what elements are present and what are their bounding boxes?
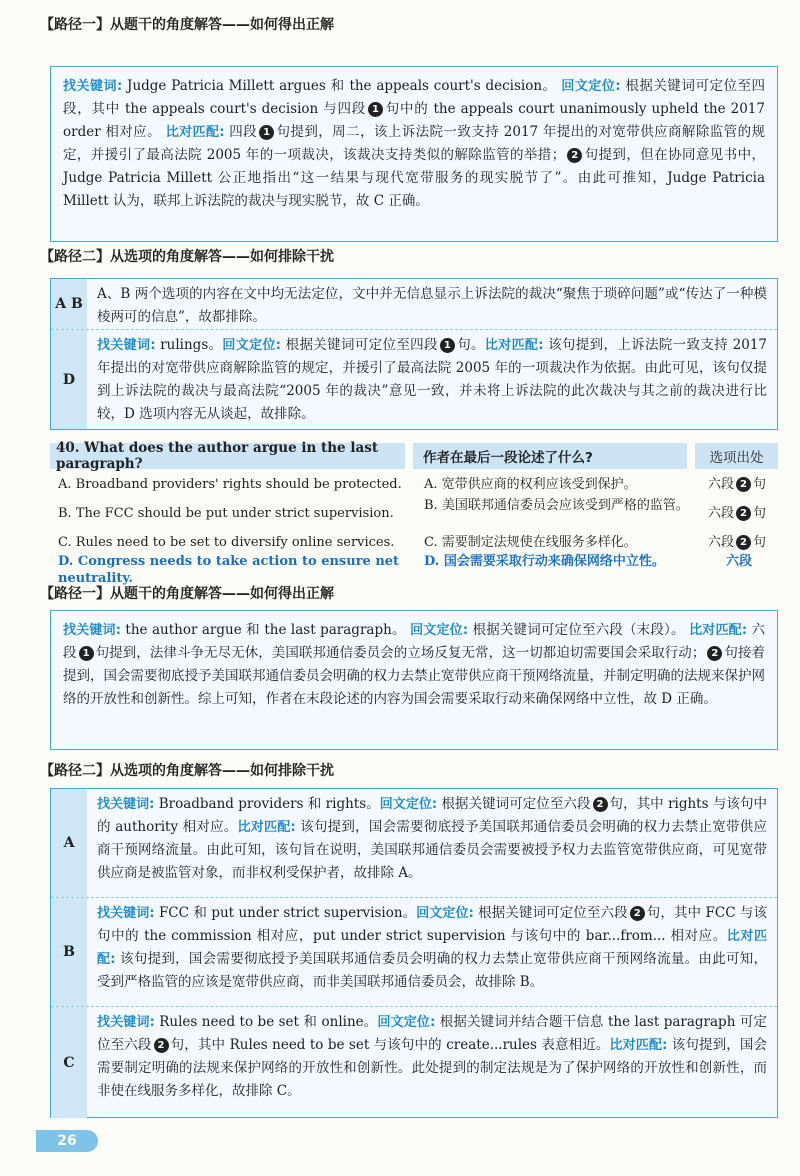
text: 句接着提到，国会需要彻底授予美国联邦通信委员会明确的权力去禁止宽带供应商干预网络流量，并制定明确的法规来保护网络的开放性和创新性。综上可知，作者在末段论述的内容为国会需要采取行动来确保网络中立性，故 D 正确。 [63, 645, 766, 707]
sentence-number-badge: 2 [736, 506, 751, 521]
sentence-number-badge: 1 [440, 338, 455, 353]
source-text: 句 [753, 535, 767, 550]
text: 句提到，法律斗争无尽无休，美国联邦通信委员会的立场反复无常，这一切都迫切需要国会采取行动； [95, 645, 706, 661]
match-label: 比对匹配: [165, 125, 225, 140]
text: 句提到，但在协同意见书中，Judge Patricia Millett 公正地指出“这一结果与现代宽带服务的现实脱节了”。由此可推知，Judge Patricia Millett 认为，联邦上诉法院的裁决与现实脱节，故 C 正确。 [63, 147, 765, 209]
option-d-en-correct: D. Congress needs to take action to ensure net neutrality. [58, 554, 400, 586]
option-d-cn-correct: D. 国会需要采取行动来确保网络中立性。 [424, 554, 665, 569]
match-label: 比对匹配: [237, 820, 296, 835]
path1-answer-box [50, 66, 778, 242]
text: 句，其中 Rules need to be set 与该句中的 create...rules 表意相近。 [170, 1037, 610, 1053]
option-a-cn: A. 宽带供应商的权利应该受到保护。 [424, 477, 637, 492]
option-c-source [708, 534, 766, 551]
sentence-number-badge: 2 [707, 646, 722, 661]
option-label-c: C [51, 1007, 87, 1118]
option-row-ab [51, 279, 777, 330]
text: 根据关键词可定位至六段 [437, 796, 591, 812]
text: Broadband providers 和 rights。 [154, 796, 380, 812]
option-a-source [708, 476, 766, 493]
source-text: 六段 [708, 477, 735, 492]
option-label-ab: A B [51, 279, 87, 329]
option-row-d [51, 330, 777, 429]
option-b-analysis [87, 898, 777, 1006]
text: 根据关键词可定位至四段 [280, 337, 438, 353]
text: Rules need to be set 和 online。 [154, 1014, 378, 1030]
sentence-number-badge: 1 [259, 125, 274, 140]
sentence-number-badge: 2 [630, 906, 645, 921]
source-text: 句 [753, 506, 767, 521]
text: 句中的 the appeals court unanimously upheld the 2017 order 相对应。 [63, 101, 765, 140]
locate-label: 回文定位: [416, 906, 474, 921]
text: Judge Patricia Millett argues 和 the appeals court's decision。 [122, 78, 557, 94]
source-text: 句 [753, 477, 767, 492]
option-row-b [51, 898, 777, 1007]
option-label-d: D [51, 330, 87, 429]
sentence-number-badge: 1 [368, 102, 383, 117]
sentence-number-badge: 1 [79, 646, 94, 661]
text: 句。 [456, 337, 485, 353]
option-a-analysis [87, 789, 777, 897]
option-row-c [51, 1007, 777, 1118]
text: 句，其中 rights 与该句中的 authority 相对应。 [97, 796, 768, 835]
sentence-number-badge: 2 [736, 477, 751, 492]
path1-answer-box-q40 [50, 610, 778, 750]
keyword-label: 找关键词: [63, 623, 121, 638]
option-a-en: A. Broadband providers' rights should be protected. [58, 477, 402, 492]
source-text: 六段 [708, 506, 735, 521]
option-b-en: B. The FCC should be put under strict supervision. [58, 506, 394, 521]
path1-header: 【路径一】从题干的角度解答——如何得出正解 [40, 17, 334, 33]
sentence-number-badge: 2 [593, 797, 608, 812]
text: 根据关键词并结合题干信息 the last paragraph 可定位至六段 [97, 1014, 767, 1053]
text: the author argue 和 the last paragraph。 [120, 622, 406, 638]
path2-header-q40: 【路径二】从选项的角度解答——如何排除干扰 [40, 763, 334, 779]
keyword-label: 找关键词: [97, 338, 156, 353]
text: 该句提到，国会需要制定明确的法规来保护网络的开放性和创新性。此处提到的制定法规是为了保护网络的开放性和创新性，而非使在线服务多样化，故排除 C。 [97, 1037, 767, 1099]
sentence-number-badge: 2 [567, 148, 582, 163]
text: rulings。 [155, 337, 223, 353]
option-d-source: 六段 [726, 554, 753, 569]
text: 根据关键词可定位至四段，其中 the appeals court's decision 与四段 [63, 78, 765, 117]
keyword-label: 找关键词: [97, 1015, 155, 1030]
locate-label: 回文定位: [222, 338, 281, 353]
option-d-text [87, 330, 777, 429]
path2-options-box [50, 278, 778, 430]
text: 四段 [224, 124, 258, 140]
text: 根据关键词可定位至六段（末段）。 [468, 622, 685, 638]
text: 句，其中 FCC 与该句中的 the commission 相对应，put under strict supervision 与该句中的 bar...from... 相对应。 [97, 905, 768, 944]
locate-label: 回文定位: [379, 797, 438, 812]
page-number: 26 [36, 1130, 98, 1152]
question-40-cn: 作者在最后一段论述了什么? [413, 443, 687, 469]
text: 该句提到，国会需要彻底授予美国联邦通信委员会明确的权力去禁止宽带供应商干预网络流量。由此可知，受到严格监管的应该是宽带供应商，而非美国联邦通信委员会，故排除 B。 [97, 951, 768, 990]
sentence-number-badge: 2 [154, 1038, 169, 1053]
option-b-cn: B. 美国联邦通信委员会应该受到严格的监管。 [424, 498, 689, 513]
keyword-label: 找关键词: [63, 79, 123, 94]
option-row-a [51, 789, 777, 898]
source-text: 六段 [708, 535, 735, 550]
text: FCC 和 put under strict supervision。 [154, 905, 417, 921]
text: 句提到，周二，该上诉法院一致支持 2017 年提出的对宽带供应商解除监管的规定，并援引了最高法院 2005 年的一项裁决，该裁决支持类似的解除监管的举措； [63, 124, 765, 163]
locate-label: 回文定位: [410, 623, 469, 638]
option-ab-text: A、B 两个选项的内容在文中均无法定位，文中并无信息显示上诉法院的裁决“聚焦于琐碎问题”或“传达了一种模棱两可的信息”，故都排除。 [97, 286, 767, 325]
option-c-en: C. Rules need to be set to diversify online services. [58, 535, 395, 550]
match-label: 比对匹配: [689, 623, 748, 638]
source-header: 选项出处 [695, 443, 778, 469]
question-40-en: 40. What does the author argue in the last paragraph? [50, 443, 405, 469]
path2-header: 【路径二】从选项的角度解答——如何排除干扰 [40, 249, 334, 265]
locate-label: 回文定位: [377, 1015, 436, 1030]
option-c-analysis [87, 1007, 777, 1118]
locate-label: 回文定位: [561, 79, 621, 94]
sentence-number-badge: 2 [736, 535, 751, 550]
keyword-label: 找关键词: [97, 797, 155, 812]
option-label-a: A [51, 789, 87, 897]
text: 该句提到，上诉法院一致支持 2017 年提出的对宽带供应商解除监管的规定，并援引了最高法院 2005 年的一项裁决作为依据。由此可见，该句仅提到上诉法院的裁决与最高法院“2005 年的裁决”意见一致，并未将上诉法院的此次裁决与其之前的裁决进行比较，D 选项内容无从谈起，故排除。 [97, 337, 767, 422]
text: 根据关键词可定位至六段 [473, 905, 628, 921]
option-c-cn: C. 需要制定法规使在线服务多样化。 [424, 535, 637, 550]
match-label: 比对匹配: [609, 1038, 668, 1053]
path1-header-q40: 【路径一】从题干的角度解答——如何得出正解 [40, 586, 334, 602]
match-label: 比对匹配: [484, 338, 544, 353]
keyword-label: 找关键词: [97, 906, 155, 921]
option-label-b: B [51, 898, 87, 1006]
option-b-source [708, 505, 766, 522]
path2-options-box-q40 [50, 788, 778, 1118]
text: 六段 [63, 622, 766, 661]
text: 该句提到，国会需要彻底授予美国联邦通信委员会明确的权力去禁止宽带供应商干预网络流量。由此可知，该句旨在说明，美国联邦通信委员会需要被授予权力去监管宽带供应商，可见宽带供应商是被监管对象，而非权利受保护者，故排除 A。 [97, 819, 767, 881]
match-label: 比对匹配: [97, 929, 767, 967]
